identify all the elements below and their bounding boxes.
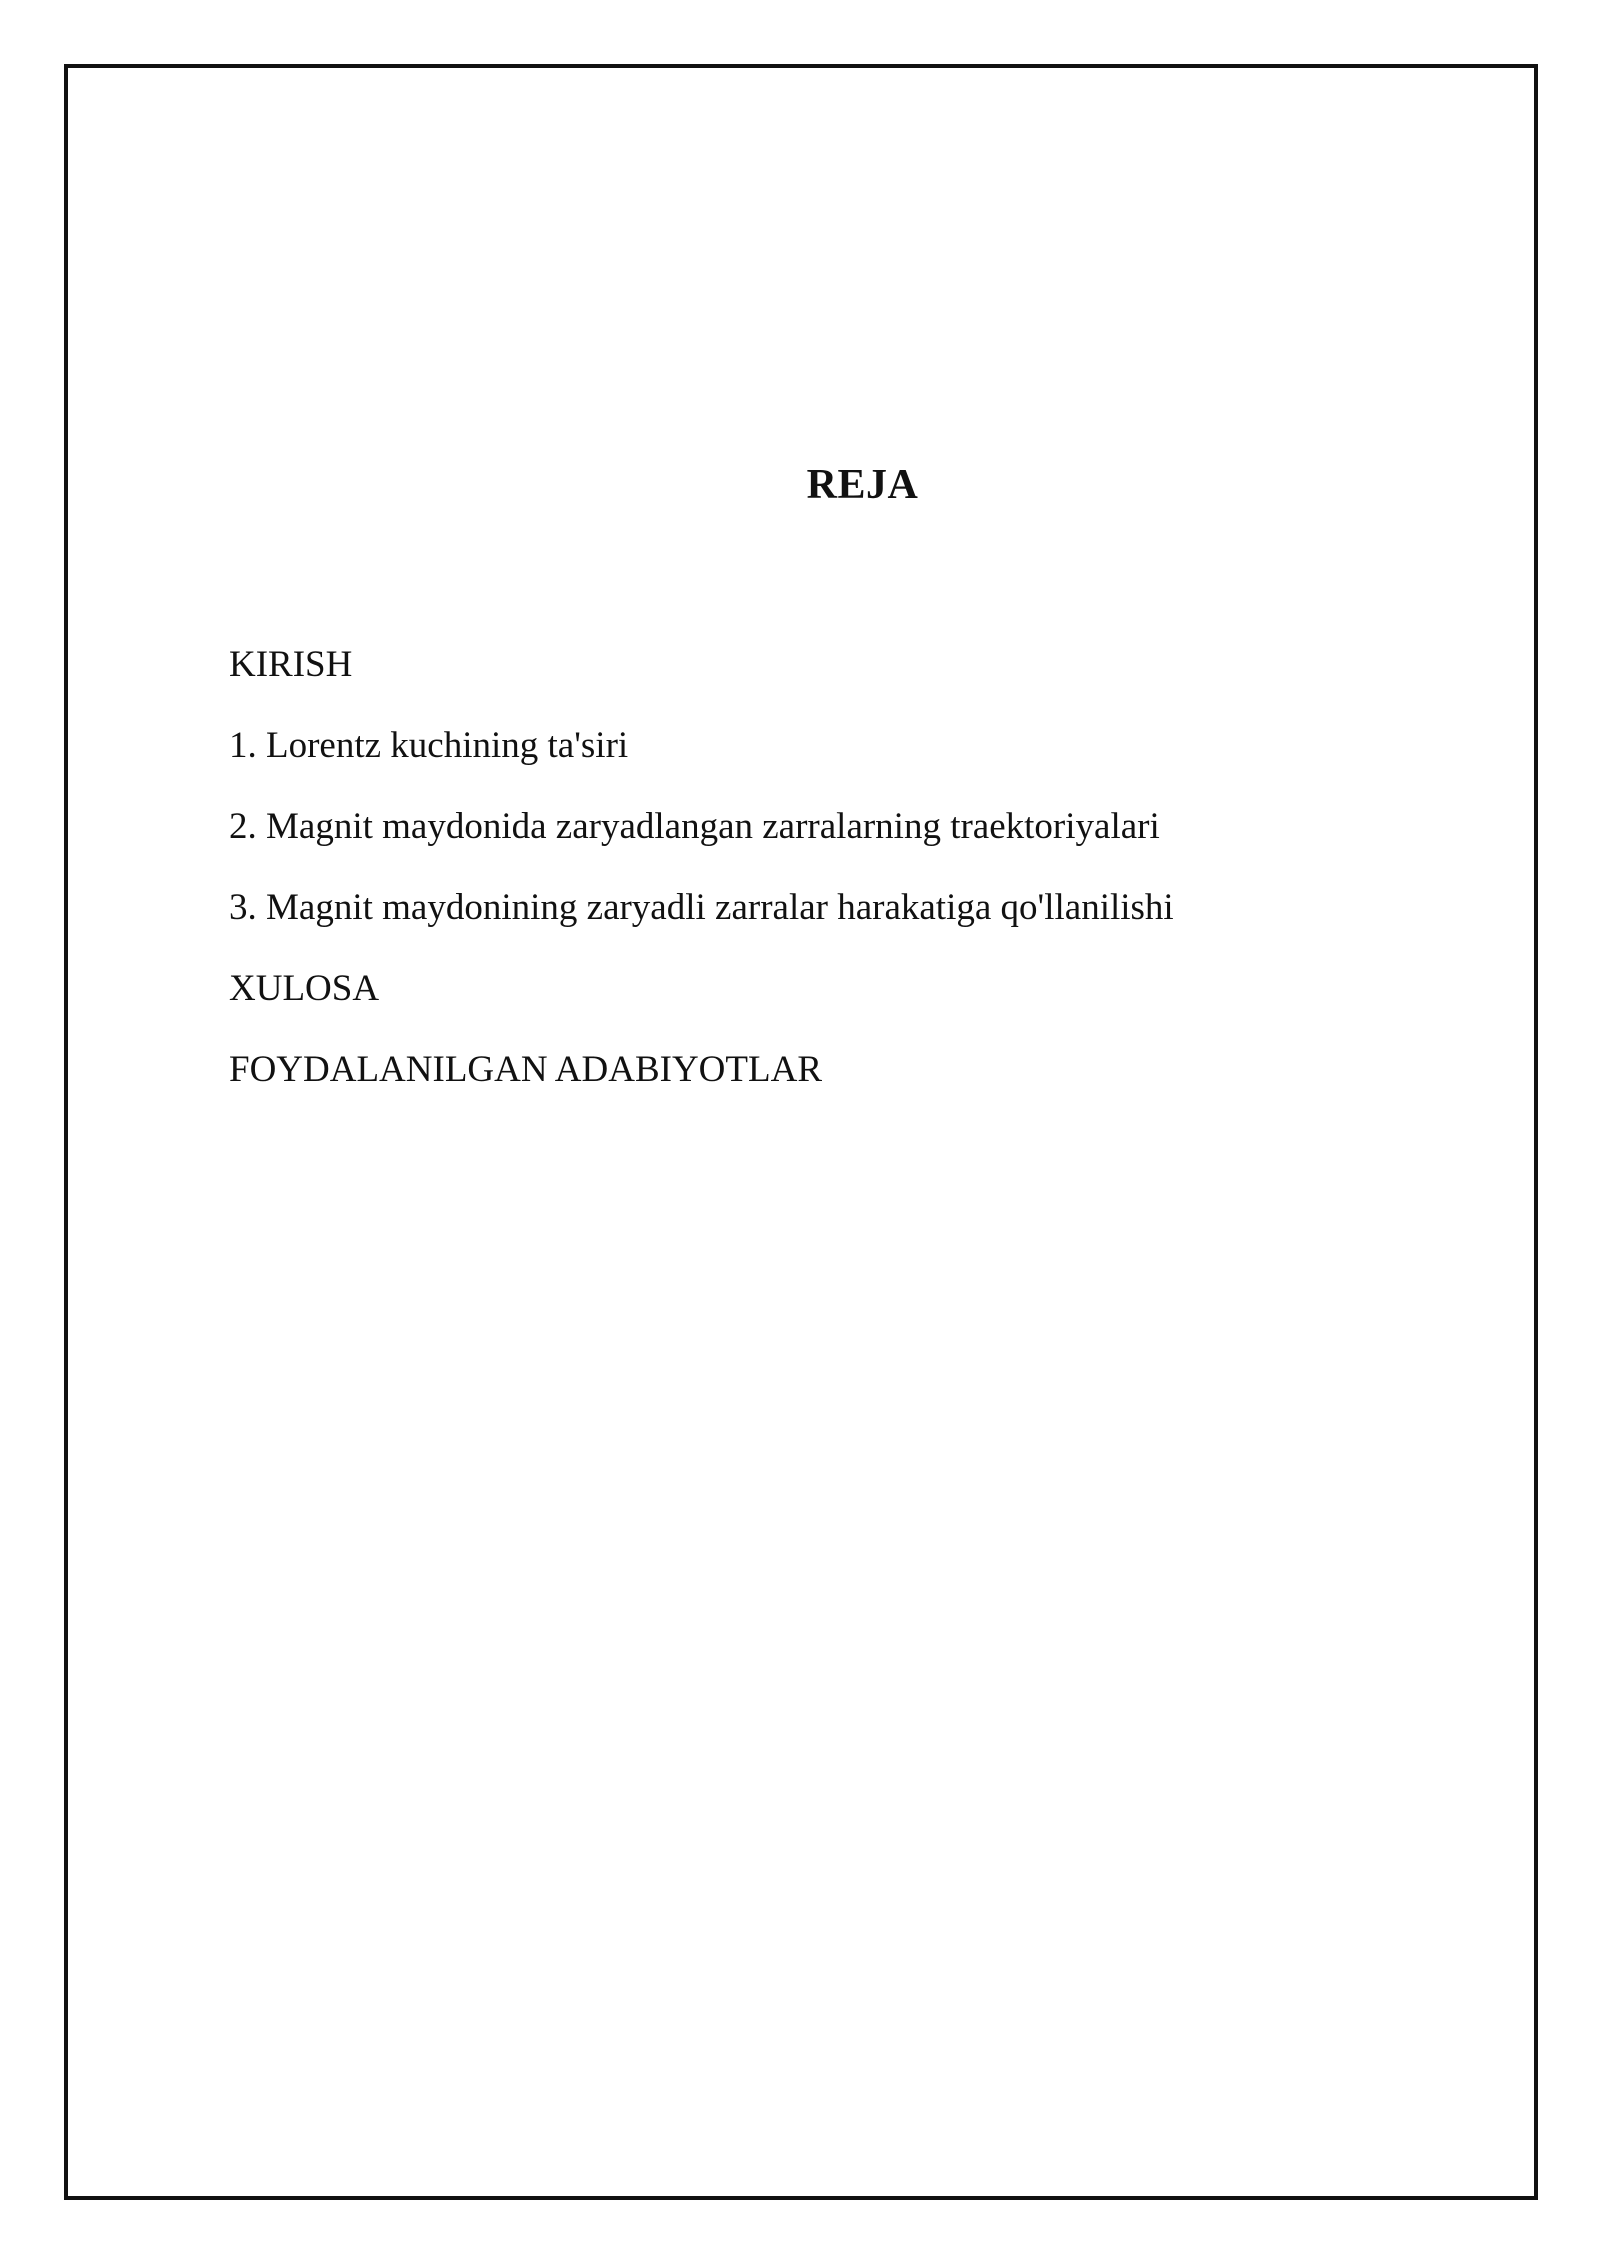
table-of-contents (229, 640, 1174, 1126)
toc-item-introduction: KIRISH (229, 644, 353, 685)
toc-item-references: FOYDALANILGAN ADABIYOTLAR (229, 1049, 822, 1090)
toc-item-2: 2. Magnit maydonida zaryadlangan zarralarning traektoriyalari (229, 806, 1160, 847)
page-title: REJA (806, 462, 919, 508)
toc-item-3: 3. Magnit maydonining zaryadli zarralar harakatiga qo'llanilishi (229, 887, 1174, 928)
page-border (64, 64, 1538, 2200)
toc-item-1: 1. Lorentz kuchining ta'siri (229, 725, 629, 766)
toc-item-conclusion: XULOSA (229, 968, 380, 1009)
